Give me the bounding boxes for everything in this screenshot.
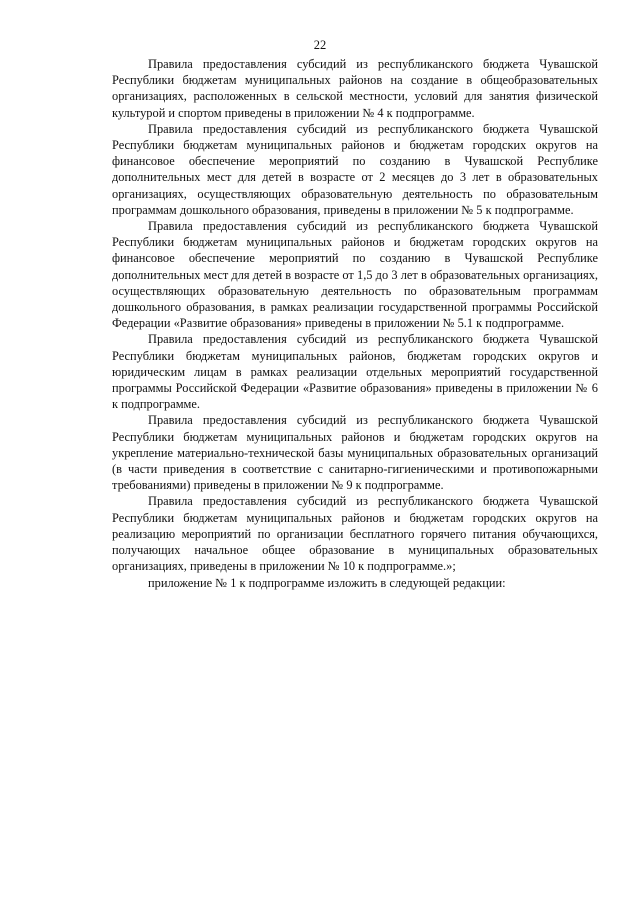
paragraph-appendix-5-1: Правила предоставления субсидий из республиканского бюджета Чувашской Республики бюджетам муниципальных районов и бюджетам городских округов на финансовое обеспечение мероприятий по созданию в Чувашской Республике дополнительных мест для детей в возрасте от 1,5 до 3 лет в образовательных организациях, осуществляющих образовательную деятельность по образовательным программам дошкольного образования, в рамках реализации государственной программы Российской Федерации «Развитие образования» приведены в приложении № 5.1 к подпрограмме. [112,219,598,331]
paragraph-appendix-10: Правила предоставления субсидий из республиканского бюджета Чувашской Республики бюджетам муниципальных районов и бюджетам городских округов на реализацию мероприятий по организации бесплатного горячего питания обучающихся, получающих начальное общее образование в муниципальных образовательных организациях, приведены в приложении № 10 к подпрограмме.»; [112,494,598,574]
paragraph-appendix-5: Правила предоставления субсидий из республиканского бюджета Чувашской Республики бюджетам муниципальных районов и бюджетам городских округов на финансовое обеспечение мероприятий по созданию в Чувашской Республике дополнительных мест для детей в возрасте от 2 месяцев до 3 лет в образовательных организациях, осуществляющих образовательную деятельность по образовательным программам дошкольного образования, приведены в приложении № 5 к подпрограмме. [112,121,598,217]
paragraph-amendment-appendix-1: приложение № 1 к подпрограмме изложить в следующей редакции: [148,575,506,590]
page-number: 22 [313,38,327,52]
paragraph-appendix-4: Правила предоставления субсидий из республиканского бюджета Чувашской Республики бюджетам муниципальных районов на создание в общеобразовательных организациях, расположенных в сельской местности, условий для занятия физической культурой и спортом приведены в приложении № 4 к подпрограмме. [112,57,598,120]
paragraph-appendix-6: Правила предоставления субсидий из республиканского бюджета Чувашской Республики бюджетам муниципальных районов, бюджетам городских округов и юридическим лицам в рамках реализации отдельных мероприятий государственной программы Российской Федерации «Развитие образования» приведены в приложении № 6 к подпрограмме. [112,332,598,412]
document-body [112,56,598,591]
paragraph-appendix-9: Правила предоставления субсидий из республиканского бюджета Чувашской Республики бюджетам муниципальных районов и бюджетам городских округов на укрепление материально-технической базы муниципальных образовательных организаций (в части приведения в соответствие с санитарно-гигиеническими и противопожарными требованиями) приведены в приложении № 9 к подпрограмме. [112,413,598,493]
